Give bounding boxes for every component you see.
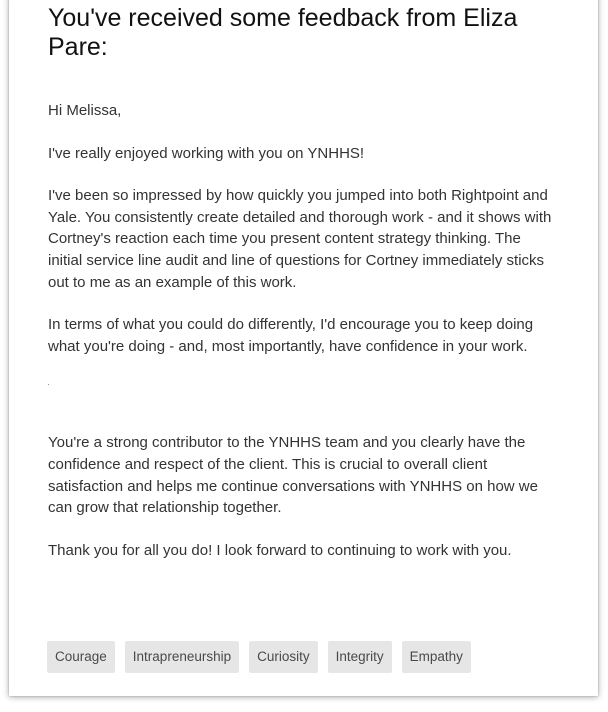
tag-integrity: Integrity (328, 641, 392, 673)
tag-intrapreneurship: Intrapreneurship (125, 641, 239, 673)
feedback-paragraph-3: In terms of what you could do differently, I'd encourage you to keep doing what you're doing - and, most importantly, have confidence in your work. (48, 316, 534, 355)
tag-curiosity: Curiosity (249, 641, 318, 673)
feedback-paragraph-1: I've really enjoyed working with you on YNHHS! (48, 144, 365, 162)
value-tags (47, 641, 471, 673)
tag-empathy: Empathy (402, 641, 471, 673)
greeting: Hi Melissa, (48, 102, 122, 119)
tag-courage: Courage (47, 641, 115, 673)
feedback-paragraph-4: You're a strong contributor to the YNHHS team and you clearly have the confidence and respect of the client. This is crucial to overall client satisfaction and helps me continue conversations with YNHHS on how we can grow that relationship together. (48, 434, 538, 517)
blank-line (48, 378, 558, 432)
feedback-paragraph-2: I've been so impressed by how quickly you jumped into both Rightpoint and Yale. You consistently create detailed and thorough work - and it shows with Cortney's reaction each time you present content strategy thinking. The initial service line audit and line of questions for Cortney immediately sticks out to me as an example of this work. (48, 187, 552, 291)
feedback-title: You've received some feedback from Eliza Pare: (48, 4, 518, 61)
feedback-message (48, 100, 558, 582)
feedback-paragraph-5: Thank you for all you do! I look forward to continuing to work with you. (48, 541, 512, 559)
